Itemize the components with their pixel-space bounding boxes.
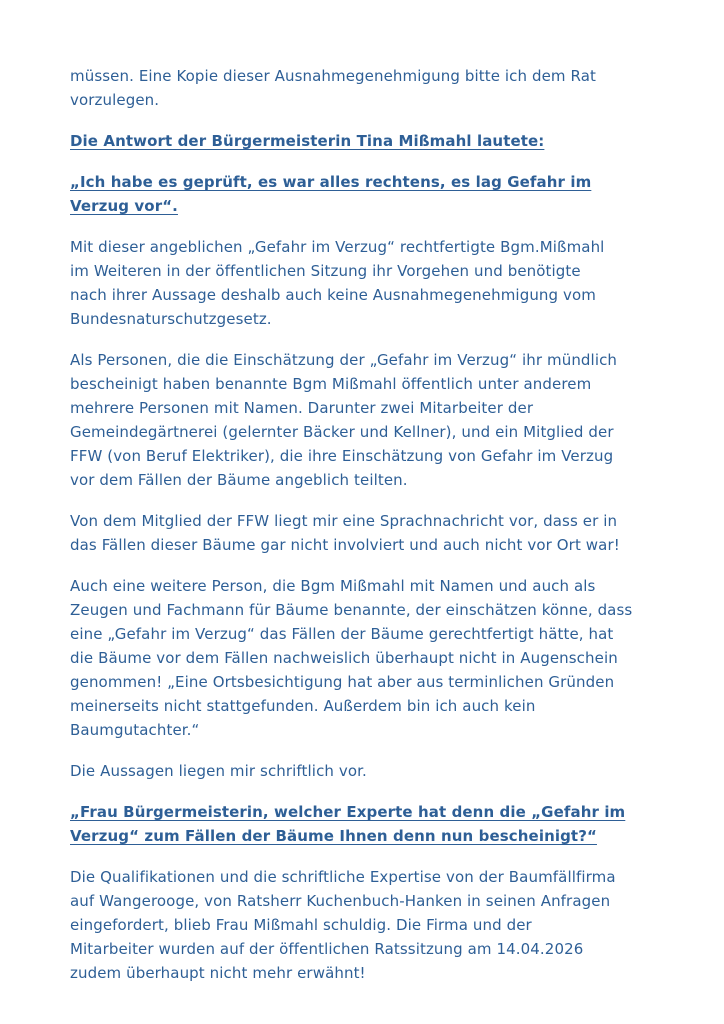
paragraph-written-statements: Die Aussagen liegen mir schriftlich vor.	[70, 762, 367, 780]
heading-mayor-answer: Die Antwort der Bürgermeisterin Tina Mißmahl lautete:	[70, 132, 545, 150]
question-which-expert: „Frau Bürgermeisterin, welcher Experte hat denn die „Gefahr im Verzug“ zum Fällen der Bäume Ihnen denn nun bescheinigt?“	[70, 803, 626, 845]
paragraph-voice-message: Von dem Mitglied der FFW liegt mir eine Sprachnachricht vor, dass er in das Fällen dieser Bäume gar nicht involviert und auch nicht vor Ort war!	[70, 512, 620, 554]
paragraph-qualifications: Die Qualifikationen und die schriftliche Expertise von der Baumfällfirma auf Wangerooge, von Ratsherr Kuchenbuch-Hanken in seinen Anfragen eingefordert, blieb Frau Mißmahl schuldig. Die Firma und der Mitarbeiter wurden auf der öffentlichen Ratssitzung am 14.04.2026 zudem überhaupt nicht mehr erwähnt!	[70, 868, 616, 982]
document-page	[70, 64, 660, 1002]
paragraph-further-person: Auch eine weitere Person, die Bgm Mißmahl mit Namen und auch als Zeugen und Fachmann für Bäume benannte, der einschätzen könne, dass eine „Gefahr im Verzug“ das Fällen der Bäume gerechtfertigt hätte, hat die Bäume vor dem Fällen nachweislich überhaupt nicht in Augenschein genommen! „Eine Ortsbesichtigung hat aber aus terminlichen Gründen meinerseits nicht stattgefunden. Außerdem bin ich auch kein Baumgutachter.“	[70, 577, 633, 739]
paragraph-exception-permit-request: müssen. Eine Kopie dieser Ausnahmegenehmigung bitte ich dem Rat vorzulegen.	[70, 67, 596, 109]
paragraph-named-persons: Als Personen, die die Einschätzung der „Gefahr im Verzug“ ihr mündlich bescheinigt haben benannte Bgm Mißmahl öffentlich unter anderem mehrere Personen mit Namen. Darunter zwei Mitarbeiter der Gemeindegärtnerei (gelernter Bäcker und Kellner), und ein Mitglied der FFW (von Beruf Elektriker), die ihre Einschätzung von Gefahr im Verzug vor dem Fällen der Bäume angeblich teilten.	[70, 351, 618, 489]
paragraph-justification: Mit dieser angeblichen „Gefahr im Verzug“ rechtfertigte Bgm.Mißmahl im Weiteren in der öffentlichen Sitzung ihr Vorgehen und benötigte nach ihrer Aussage deshalb auch keine Ausnahmegenehmigung vom Bundesnaturschutzgesetz.	[70, 238, 605, 328]
quote-mayor-statement: „Ich habe es geprüft, es war alles rechtens, es lag Gefahr im Verzug vor“.	[70, 173, 592, 215]
